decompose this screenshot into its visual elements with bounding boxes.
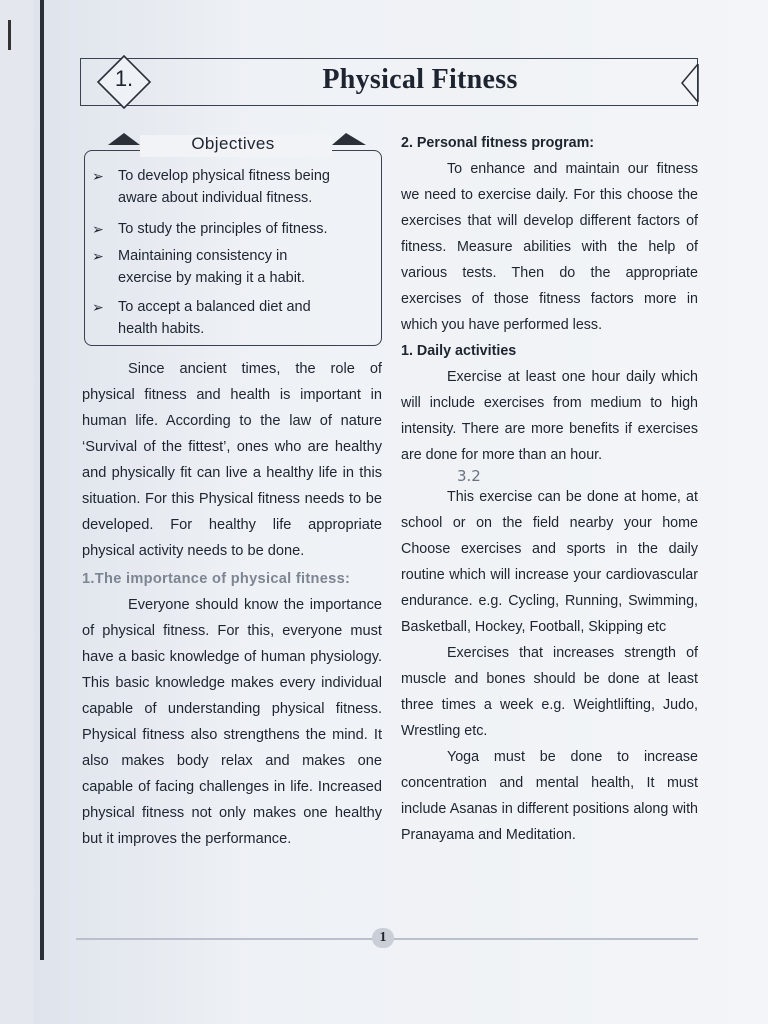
page-title: Physical Fitness <box>322 64 518 95</box>
objective-line: To accept a balanced diet and <box>118 299 311 315</box>
right-column <box>401 130 698 848</box>
objective-item <box>92 218 377 240</box>
intro-paragraph: Since ancient times, the role of physical fitness and health is important in human life. According to the law of nature ‘Survival of the fittest’, ones who are healthy and physically fit can live a healthy life in this situation. For this Physical fitness needs to be developed. For healthy life appropriate physical activity needs to be done. <box>82 361 382 559</box>
objective-item <box>92 296 377 340</box>
chapter-number: 1. <box>114 66 134 91</box>
objective-line: To develop physical fitness being <box>118 168 330 184</box>
objective-line: To study the principles of fitness. <box>118 221 328 237</box>
daily-activities-paragraph: Exercise at least one hour daily which will include exercises from medium to high intensity. There are more benefits if exercises are done for more than an hour. <box>401 369 698 463</box>
objective-line: Maintaining consistency in <box>118 248 288 264</box>
objective-line: health habits. <box>118 321 205 337</box>
yoga-paragraph: Yoga must be done to increase concentration and mental health, It must include Asanas in different positions along with Pranayama and Meditation. <box>401 749 698 843</box>
section-heading-personal-program: 2. Personal fitness program: <box>401 135 595 151</box>
objectives-heading: Objectives <box>191 134 275 153</box>
arrowhead-bullet-icon: ➢ <box>92 221 104 237</box>
objective-item <box>92 165 377 209</box>
arrowhead-bullet-icon: ➢ <box>92 168 104 184</box>
page-edge-mark <box>8 20 11 50</box>
section-heading-importance: 1.The importance of physical fitness: <box>82 571 351 587</box>
arrowhead-bullet-icon: ➢ <box>92 299 104 315</box>
objective-line: exercise by making it a habit. <box>118 270 305 286</box>
objective-line: aware about individual fitness. <box>118 190 313 206</box>
objective-item <box>92 245 377 289</box>
page-spine-line <box>40 0 44 960</box>
left-column <box>82 356 382 852</box>
cardio-paragraph: This exercise can be done at home, at school or on the field nearby your home Choose exercises and sports in the daily routine which will increase your cardiovascular endurance. e.g. Cycling, Running, Swimming, Basketball, Hockey, Football, Skipping etc <box>401 489 698 635</box>
importance-paragraph: Everyone should know the importance of physical fitness. For this, everyone must have a basic knowledge of human physiology. This basic knowledge makes every individual capable of understanding physical fitness. Physical fitness also strengthens the mind. It also makes body relax and makes one capable of facing challenges in life. Increased physical fitness not only makes one healthy but it improves the performance. <box>82 597 382 847</box>
personal-program-paragraph: To enhance and maintain our fitness we need to exercise daily. For this choose the exercises that will develop different factors of fitness. Measure abilities with the help of various tests. Then do the appropriate exercises of those fitness factors more in which you have performed less. <box>401 161 698 333</box>
arrowhead-bullet-icon: ➢ <box>92 248 104 264</box>
banner-arrow-icon <box>676 62 702 104</box>
strength-paragraph: Exercises that increases strength of muscle and bones should be done at least three times a week e.g. Weightlifting, Judo, Wrestling etc. <box>401 645 698 739</box>
sub-heading-daily-activities: 1. Daily activities <box>401 343 517 359</box>
page-number: 1 <box>372 928 394 948</box>
handwritten-note: 3.2 <box>457 467 481 485</box>
